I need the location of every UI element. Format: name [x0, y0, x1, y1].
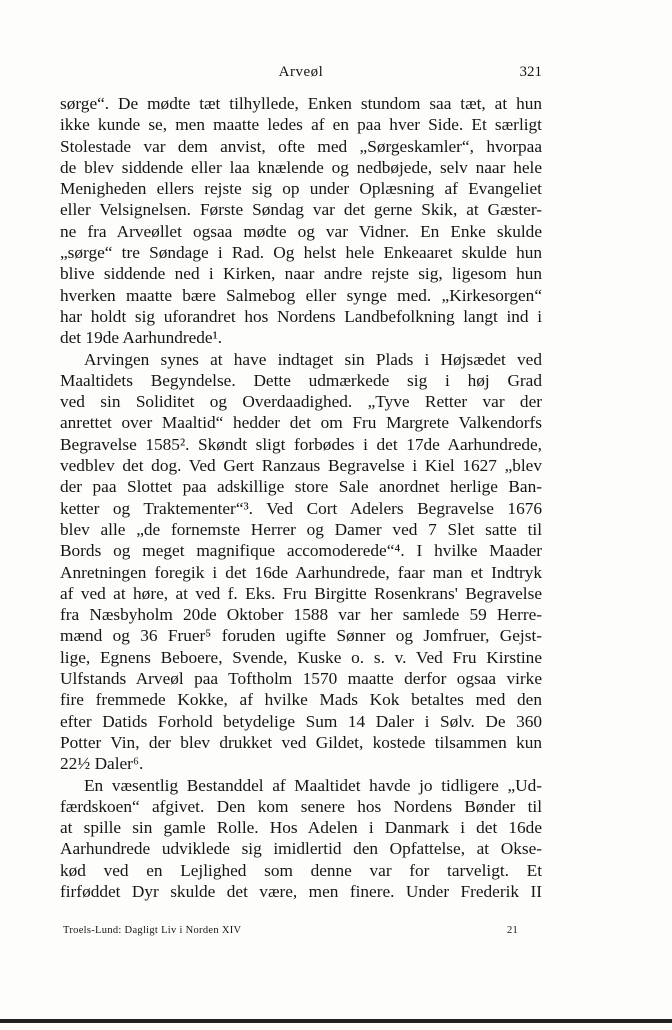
text-line: Begravelse 1585². Skøndt sligt forbødes i det 17de Aarhundrede,: [60, 434, 542, 454]
text-line: de blev siddende eller laa knælende og nedbøjede, selv naar hele: [60, 157, 542, 177]
text-line: efter Datids Forhold betydelige Sum 14 Daler i Sølv. De 360: [60, 711, 542, 731]
text-line: eller Velsignelsen. Første Søndag var det gerne Skik, at Gæster-: [60, 200, 542, 220]
text-line: firføddet Dyr skulde det være, men finere. Under Frederik II: [60, 881, 542, 901]
text-line: anrettet over Maaltid“ hedder det om Fru Margrete Valkendorfs: [60, 413, 542, 433]
footer-sheet-number: 21: [507, 925, 519, 936]
text-line: færdskoen“ afgivet. Den kom senere hos Nordens Bønder til: [60, 796, 542, 816]
scan-edge-line: [0, 1019, 672, 1023]
text-line: Aarhundrede udviklede sig imidlertid den Opfattelse, at Okse-: [60, 839, 542, 859]
page-footer: [60, 925, 542, 943]
text-line: vedblev det dog. Ved Gert Ranzaus Begravelse i Kiel 1627 „blev: [60, 456, 542, 476]
footer-signature: Troels-Lund: Dagligt Liv i Norden XIV: [63, 925, 242, 936]
text-line: af ved at høre, at ved f. Eks. Fru Birgitte Rosenkrans' Begravelse: [60, 583, 542, 603]
text-line: Bords og meget magnifique accomoderede“⁴. I hvilke Maader: [60, 541, 542, 561]
text-line: har holdt sig uforandret hos Nordens Landbefolkning langt ind i: [60, 306, 542, 326]
text-line: Menigheden ellers rejste sig op under Oplæsning af Evangeliet: [60, 179, 542, 199]
text-line: det 19de Aarhundrede¹.: [60, 328, 223, 348]
text-line: ved sin Soliditet og Overdaadighed. „Tyve Retter var der: [60, 392, 542, 412]
text-line: Anretningen foregik i det 16de Aarhundrede, faar man et Indtryk: [60, 562, 542, 582]
text-line: 22½ Daler⁶.: [60, 754, 144, 774]
text-line: „sørge“ tre Søndage i Rad. Og helst hele Enkeaaret skulde hun: [60, 243, 542, 263]
text-line: fire fremmede Kokke, af hvilke Mads Kok betaltes med den: [60, 690, 542, 710]
text-line: Ulfstands Arveøl paa Toftholm 1570 maatte derfor ogsaa virke: [60, 669, 542, 689]
text-line: ikke kunde se, men maatte ledes af en paa hver Side. Et særligt: [60, 115, 542, 135]
text-line: Maaltidets Begyndelse. Dette udmærkede sig i høj Grad: [60, 370, 542, 390]
text-line: En væsentlig Bestanddel af Maaltidet havde jo tidligere „Ud-: [84, 775, 542, 795]
body-text: [60, 93, 542, 902]
text-line: lige, Egnens Beboere, Svende, Kuske o. s. v. Ved Fru Kirstine: [60, 647, 542, 667]
text-line: kød ved en Lejlighed som denne var for tarveligt. Et: [60, 860, 542, 880]
running-title: Arveøl: [278, 64, 324, 80]
text-line: mænd og 36 Fruer⁵ foruden ugifte Sønner og Jomfruer, Gejst-: [60, 626, 542, 646]
text-line: fra Næsbyholm 20de Oktober 1588 var her samlede 59 Herre-: [60, 605, 542, 625]
page-number: 321: [519, 64, 542, 80]
text-line: Potter Vin, der blev drukket ved Gildet, kostede tilsammen kun: [60, 732, 542, 752]
text-line: blev alle „de fornemste Herrer og Damer ved 7 Slet satte til: [60, 519, 542, 539]
text-line: at spille sin gamle Rolle. Hos Adelen i Danmark i det 16de: [60, 818, 542, 838]
text-line: Stolestade var dem anvist, ofte med „Sørgeskamler“, hvorpaa: [60, 136, 542, 156]
text-line: der paa Slottet paa adskillige store Sale anordnet herlige Ban-: [60, 477, 542, 497]
text-line: sørge“. De mødte tæt tilhyllede, Enken stundom saa tæt, at hun: [60, 94, 542, 113]
text-line: ketter og Traktementer“³. Ved Cort Adelers Begravelse 1676: [60, 498, 542, 518]
running-head: [60, 64, 542, 86]
text-line: blive siddende ned i Kirken, naar andre rejste sig, ligesom hun: [60, 264, 542, 284]
text-line: ne fra Arveøllet ogsaa mødte og var Vidner. En Enke skulde: [60, 221, 542, 241]
text-line: hverken maatte bære Salmebog eller synge med. „Kirkesorgen“: [60, 285, 542, 305]
text-line: Arvingen synes at have indtaget sin Plads i Højsædet ved: [84, 349, 542, 369]
